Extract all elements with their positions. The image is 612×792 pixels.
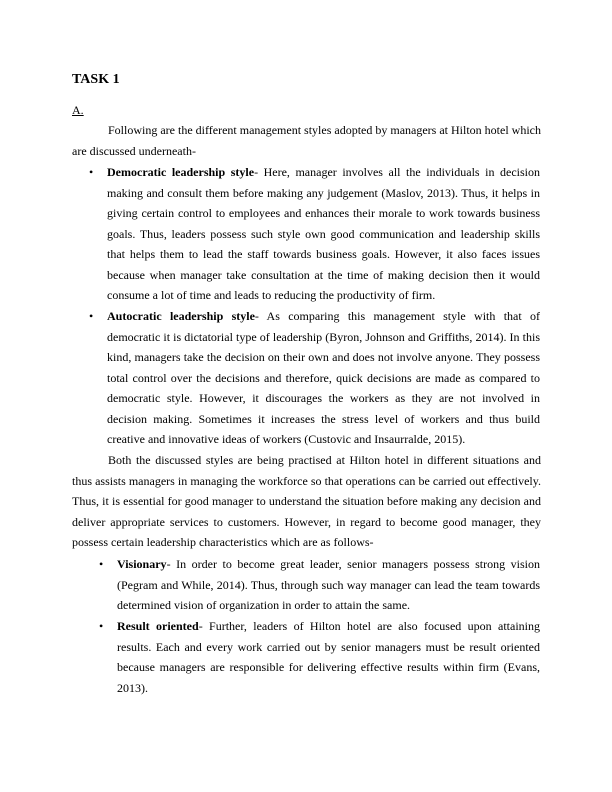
characteristic-text: - In order to become great leader, senior managers possess strong vision (Pegram and While, 2014). Thus, through such way manager can lead the team towards determined vision of organization in order to attain the same.: [117, 557, 540, 612]
bullet-dot: •: [99, 619, 104, 633]
style-text: - As comparing this management style with that of democratic it is dictatorial type of leadership (Byron, Johnson and Griffiths, 2014). In this kind, managers take the decision on their own and does not involve anyone. They possess total control over the decisions and therefore, quick decisions are made as compared to democratic style. However, it discourages the workers as they are not involved in decision making. Sometimes it increases the stress level of workers and thus build creative and innovative ideas of workers (Custovic and Insaurralde, 2015).: [107, 309, 540, 446]
intro-paragraph: Following are the different management styles adopted by managers at Hilton hotel which are discussed underneath-: [72, 123, 541, 158]
characteristic-item-visionary: [117, 554, 540, 616]
style-term: Autocratic leadership style: [107, 309, 255, 323]
page-heading: TASK 1: [72, 72, 120, 87]
bullet-dot: •: [89, 309, 94, 323]
bullet-dot: •: [99, 557, 104, 571]
characteristic-term: Result oriented: [117, 619, 199, 633]
style-text: - Here, manager involves all the individuals in decision making and consult them before making any judgement (Maslov, 2013). Thus, it helps in giving certain control to employees and enhances their morale to work towards business goals. Thus, leaders possess such style own good communication and leadership skills that helps them to lead the staff towards business goals. However, it also faces issues because when manager take consultation at the time of making decision then it would consume a lot of time and leads to reducing the productivity of firm.: [107, 165, 541, 302]
style-item-democratic: [107, 162, 540, 306]
characteristic-text: - Further, leaders of Hilton hotel are also focused upon attaining results. Each and every work carried out by senior managers must be result oriented because managers are responsible for delivering effective results within firm (Evans, 2013).: [117, 619, 541, 695]
style-item-autocratic: [107, 306, 540, 450]
middle-paragraph: Both the discussed styles are being practised at Hilton hotel in different situations and thus assists managers in managing the workforce so that operations can be carried out effectively. Thus, it is essential for good manager to understand the situation before making any decision and deliver appropriate services to customers. However, in regard to become good manager, they possess certain leadership characteristics which are as follows-: [72, 453, 541, 549]
characteristic-term: Visionary: [117, 557, 167, 571]
characteristic-item-result-oriented: [117, 616, 540, 698]
bullet-dot: •: [89, 165, 94, 179]
section-label: A.: [72, 103, 84, 117]
style-term: Democratic leadership style: [107, 165, 255, 179]
